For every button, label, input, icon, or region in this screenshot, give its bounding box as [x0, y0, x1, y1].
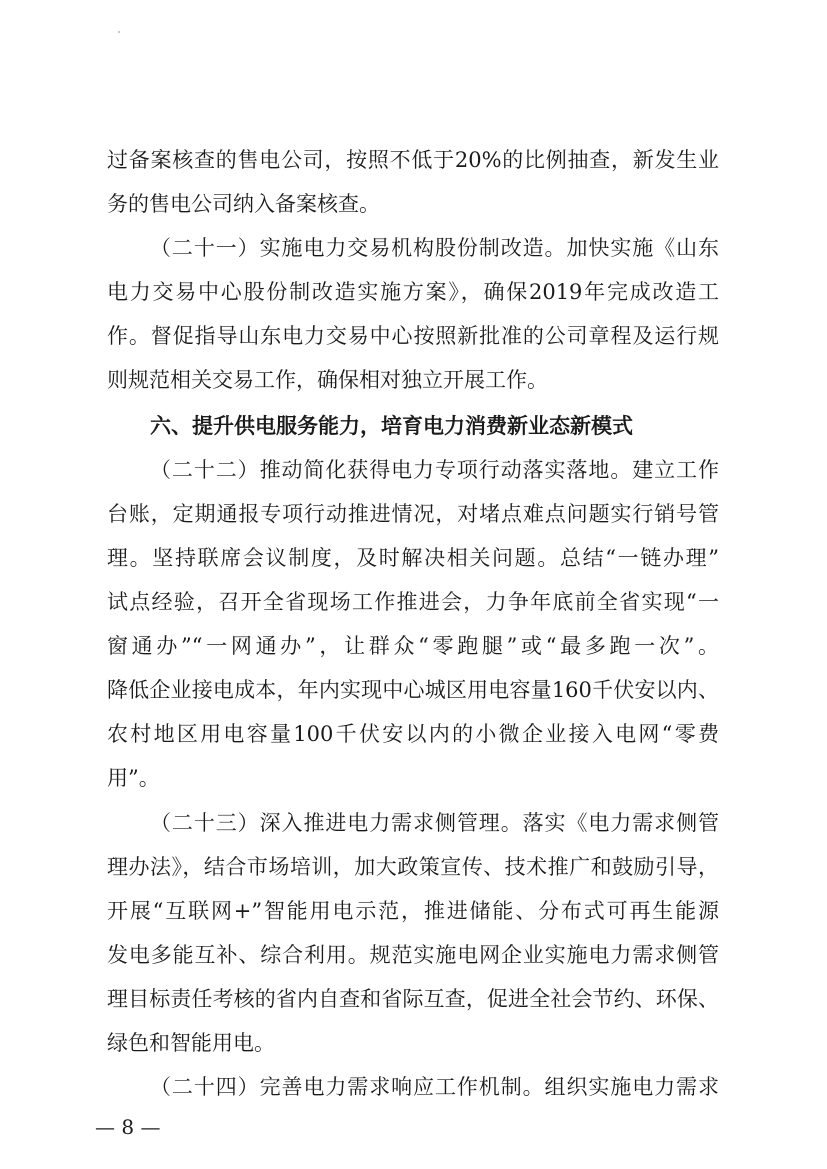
text-line: 降低企业接电成本，年内实现中心城区用电容量160千伏安以内、: [107, 678, 719, 702]
text-line: 窗通办”“一网通办”，让群众“零跑腿”或“最多跑一次”。: [107, 634, 719, 658]
text-line: 绿色和智能用电。: [107, 1031, 275, 1055]
text-line: 则规范相关交易工作，确保相对独立开展工作。: [107, 368, 548, 392]
text-line: 电力交易中心股份制改造实施方案》，确保2019年完成改造工: [107, 280, 719, 304]
text-line: 发电多能互补、综合利用。规范实施电网企业实施电力需求侧管: [107, 943, 719, 967]
text-line: 理目标责任考核的省内自查和省际互查，促进全社会节约、环保、: [107, 987, 719, 1011]
text-line: 务的售电公司纳入备案核查。: [107, 192, 380, 216]
text-line: （二十一）实施电力交易机构股份制改造。加快实施《山东: [150, 236, 719, 260]
text-line: 用”。: [107, 766, 160, 790]
text-line: （二十二）推动简化获得电力专项行动落实落地。建立工作: [150, 458, 719, 482]
text-line: （二十四）完善电力需求响应工作机制。组织实施电力需求: [150, 1075, 719, 1099]
text-line: 作。督促指导山东电力交易中心按照新批准的公司章程及运行规: [107, 324, 719, 348]
page-number: — 8 —: [95, 1115, 161, 1139]
section-heading: 六、提升供电服务能力，培育电力消费新业态新模式: [150, 414, 633, 438]
text-line: 开展“互联网+”智能用电示范，推进储能、分布式可再生能源: [107, 899, 719, 923]
text-line: 农村地区用电容量100千伏安以内的小微企业接入电网“零费: [107, 722, 719, 746]
text-line: 过备案核查的售电公司，按照不低于20%的比例抽查，新发生业: [107, 148, 719, 172]
text-line: 试点经验，召开全省现场工作推进会，力争年底前全省实现“一: [107, 590, 719, 614]
scan-speck: [118, 31, 120, 33]
text-line: 理。坚持联席会议制度，及时解决相关问题。总结“一链办理”: [107, 546, 719, 570]
text-line: 台账，定期通报专项行动推进情况，对堵点难点问题实行销号管: [107, 502, 719, 526]
text-line: （二十三）深入推进电力需求侧管理。落实《电力需求侧管: [150, 811, 719, 835]
text-line: 理办法》，结合市场培训，加大政策宣传、技术推广和鼓励引导，: [107, 855, 719, 879]
